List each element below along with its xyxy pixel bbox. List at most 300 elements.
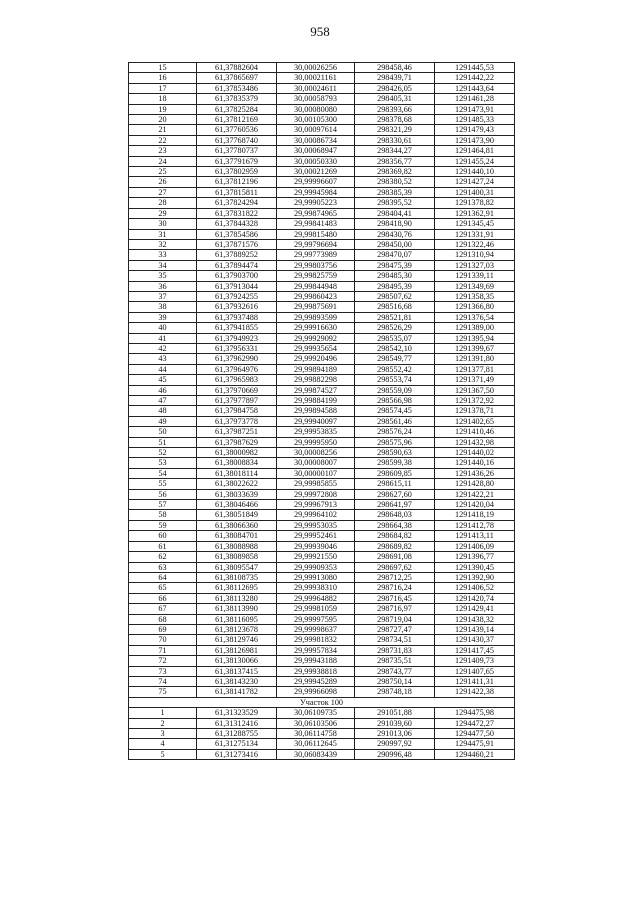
- table-cell: 291013,06: [355, 729, 435, 739]
- table-cell: 29,99981832: [277, 635, 355, 645]
- table-cell: 1294475,91: [435, 739, 515, 749]
- table-cell: 298378,68: [355, 115, 435, 125]
- table-cell: 298590,63: [355, 448, 435, 458]
- table-cell: 1291440,02: [435, 448, 515, 458]
- table-cell: 1291430,37: [435, 635, 515, 645]
- table-cell: 61,37962990: [197, 354, 277, 364]
- table-cell: 3: [129, 729, 197, 739]
- table-row: [129, 239, 515, 249]
- table-cell: 61,37987251: [197, 427, 277, 437]
- table-cell: 298716,97: [355, 604, 435, 614]
- table-cell: 43: [129, 354, 197, 364]
- coordinates-table: [128, 62, 515, 760]
- table-cell: 61,38033639: [197, 489, 277, 499]
- table-cell: 298430,76: [355, 229, 435, 239]
- table-cell: 61,37791679: [197, 156, 277, 166]
- table-cell: 46: [129, 385, 197, 395]
- table-cell: 298599,38: [355, 458, 435, 468]
- table-cell: 1291376,54: [435, 312, 515, 322]
- table-cell: 28: [129, 198, 197, 208]
- table-row: [129, 624, 515, 634]
- table-cell: 32: [129, 239, 197, 249]
- table-cell: 61,31288755: [197, 729, 277, 739]
- table-cell: 1291473,91: [435, 104, 515, 114]
- table-cell: 29,99875691: [277, 302, 355, 312]
- table-row: [129, 167, 515, 177]
- table-cell: 57: [129, 500, 197, 510]
- table-cell: 61,37913044: [197, 281, 277, 291]
- table-cell: 1291429,41: [435, 604, 515, 614]
- table-cell: 1291378,71: [435, 406, 515, 416]
- table-row: [129, 687, 515, 697]
- table-cell: 1291432,98: [435, 437, 515, 447]
- table-cell: 49: [129, 416, 197, 426]
- table-cell: 1291367,50: [435, 385, 515, 395]
- table-cell: 30,00097614: [277, 125, 355, 135]
- table-row: [129, 354, 515, 364]
- table-cell: 74: [129, 676, 197, 686]
- table-cell: 298450,00: [355, 239, 435, 249]
- table-cell: 61,37844328: [197, 219, 277, 229]
- table-cell: 298495,39: [355, 281, 435, 291]
- table-row: [129, 146, 515, 156]
- table-cell: 29,99952461: [277, 531, 355, 541]
- table-cell: 61,37835379: [197, 94, 277, 104]
- table-cell: 29,99996607: [277, 177, 355, 187]
- table-cell: 1291345,45: [435, 219, 515, 229]
- table-cell: 298475,39: [355, 260, 435, 270]
- table-cell: 61,37932616: [197, 302, 277, 312]
- table-row: [129, 489, 515, 499]
- table-cell: 61,31273416: [197, 749, 277, 759]
- table-cell: 61,37802959: [197, 167, 277, 177]
- table-cell: 298470,07: [355, 250, 435, 260]
- table-row: [129, 83, 515, 93]
- table-cell: 44: [129, 364, 197, 374]
- table-cell: 61,37812196: [197, 177, 277, 187]
- table-cell: 1291461,28: [435, 94, 515, 104]
- table-cell: 1291485,33: [435, 115, 515, 125]
- table-cell: 61,38018114: [197, 468, 277, 478]
- table-cell: 67: [129, 604, 197, 614]
- table-cell: 1291473,90: [435, 135, 515, 145]
- table-cell: 61: [129, 541, 197, 551]
- table-cell: 298743,77: [355, 666, 435, 676]
- table-cell: 30,00026256: [277, 63, 355, 73]
- table-cell: 61,38130066: [197, 656, 277, 666]
- table-cell: 29,99985855: [277, 479, 355, 489]
- table-cell: 1291406,52: [435, 583, 515, 593]
- table-cell: 298689,82: [355, 541, 435, 551]
- table-row: [129, 676, 515, 686]
- table-row: [129, 729, 515, 739]
- table-cell: 298734,51: [355, 635, 435, 645]
- table-cell: 298691,08: [355, 552, 435, 562]
- table-cell: 50: [129, 427, 197, 437]
- table-row: [129, 510, 515, 520]
- table-cell: 61,37894474: [197, 260, 277, 270]
- table-cell: 1291322,46: [435, 239, 515, 249]
- table-cell: 15: [129, 63, 197, 73]
- table-cell: 26: [129, 177, 197, 187]
- table-cell: 72: [129, 656, 197, 666]
- table-row: [129, 552, 515, 562]
- table-cell: 298559,09: [355, 385, 435, 395]
- table-row: [129, 125, 515, 135]
- table-cell: 61,38051849: [197, 510, 277, 520]
- table-cell: 1291438,32: [435, 614, 515, 624]
- table-cell: 1291442,22: [435, 73, 515, 83]
- section-label: Участок 100: [129, 697, 515, 707]
- table-cell: 1291390,45: [435, 562, 515, 572]
- table-row: [129, 583, 515, 593]
- table-cell: 53: [129, 458, 197, 468]
- table-cell: 29,99860423: [277, 291, 355, 301]
- table-cell: 24: [129, 156, 197, 166]
- table-cell: 65: [129, 583, 197, 593]
- table-cell: 34: [129, 260, 197, 270]
- table-cell: 1291418,19: [435, 510, 515, 520]
- table-cell: 29,99815480: [277, 229, 355, 239]
- table-cell: 298395,52: [355, 198, 435, 208]
- table-cell: 1291378,82: [435, 198, 515, 208]
- table-cell: 35: [129, 271, 197, 281]
- table-cell: 61,37977897: [197, 396, 277, 406]
- table-cell: 1291422,38: [435, 687, 515, 697]
- table-cell: 29,99995950: [277, 437, 355, 447]
- table-cell: 29: [129, 208, 197, 218]
- table-cell: 61,38129746: [197, 635, 277, 645]
- table-cell: 298405,31: [355, 94, 435, 104]
- table-cell: 298641,97: [355, 500, 435, 510]
- table-cell: 61,38022622: [197, 479, 277, 489]
- table-cell: 22: [129, 135, 197, 145]
- table-row: [129, 260, 515, 270]
- table-cell: 298549,77: [355, 354, 435, 364]
- table-row: [129, 156, 515, 166]
- table-cell: 1291410,46: [435, 427, 515, 437]
- table-cell: 61,37941855: [197, 323, 277, 333]
- table-row: [129, 343, 515, 353]
- table-cell: 298330,61: [355, 135, 435, 145]
- table-cell: 29,99964102: [277, 510, 355, 520]
- table-row: [129, 63, 515, 73]
- table-cell: 39: [129, 312, 197, 322]
- table-row: [129, 333, 515, 343]
- table-row: [129, 271, 515, 281]
- table-cell: 1291411,31: [435, 676, 515, 686]
- table-cell: 29,99981059: [277, 604, 355, 614]
- table-row: [129, 500, 515, 510]
- table-cell: 66: [129, 593, 197, 603]
- table-cell: 30,00021161: [277, 73, 355, 83]
- table-section-header: [129, 697, 515, 707]
- table-cell: 298684,82: [355, 531, 435, 541]
- table-cell: 1291362,91: [435, 208, 515, 218]
- table-cell: 298575,96: [355, 437, 435, 447]
- table-cell: 29,99894189: [277, 364, 355, 374]
- table-cell: 1294477,50: [435, 729, 515, 739]
- table-row: [129, 666, 515, 676]
- table-cell: 30,00086734: [277, 135, 355, 145]
- table-cell: 54: [129, 468, 197, 478]
- table-cell: 29,99939046: [277, 541, 355, 551]
- table-cell: 61,37853486: [197, 83, 277, 93]
- table-cell: 29,99957834: [277, 645, 355, 655]
- table-row: [129, 645, 515, 655]
- table-cell: 1291413,11: [435, 531, 515, 541]
- table-cell: 1291479,43: [435, 125, 515, 135]
- table-cell: 1291391,80: [435, 354, 515, 364]
- table-cell: 61,37956331: [197, 343, 277, 353]
- table-row: [129, 281, 515, 291]
- table-cell: 1294472,27: [435, 718, 515, 728]
- table-cell: 31: [129, 229, 197, 239]
- table-row: [129, 115, 515, 125]
- table-cell: 30: [129, 219, 197, 229]
- table-cell: 298648,03: [355, 510, 435, 520]
- table-row: [129, 416, 515, 426]
- table-cell: 298697,62: [355, 562, 435, 572]
- table-row: [129, 208, 515, 218]
- table-row: [129, 562, 515, 572]
- table-cell: 29,99874965: [277, 208, 355, 218]
- table-cell: 29,99938310: [277, 583, 355, 593]
- table-cell: 298439,71: [355, 73, 435, 83]
- table-cell: 298356,77: [355, 156, 435, 166]
- section-row: [129, 697, 515, 707]
- table-cell: 61,37865697: [197, 73, 277, 83]
- table-cell: 298712,25: [355, 572, 435, 582]
- table-cell: 59: [129, 520, 197, 530]
- table-cell: 29,99893599: [277, 312, 355, 322]
- table-cell: 298344,27: [355, 146, 435, 156]
- table-cell: 298553,74: [355, 375, 435, 385]
- table-cell: 298458,46: [355, 63, 435, 73]
- table-cell: 29,99964882: [277, 593, 355, 603]
- table-cell: 1291439,14: [435, 624, 515, 634]
- table-cell: 291039,60: [355, 718, 435, 728]
- table-cell: 298727,47: [355, 624, 435, 634]
- table-cell: 1291440,10: [435, 167, 515, 177]
- table-row: [129, 312, 515, 322]
- table-row: [129, 250, 515, 260]
- table-cell: 61,38066360: [197, 520, 277, 530]
- table-cell: 298393,66: [355, 104, 435, 114]
- table-cell: 61,37970669: [197, 385, 277, 395]
- table-cell: 29,99803756: [277, 260, 355, 270]
- table-cell: 60: [129, 531, 197, 541]
- table-cell: 1291417,45: [435, 645, 515, 655]
- table-row: [129, 291, 515, 301]
- table-cell: 1291400,31: [435, 187, 515, 197]
- table-row: [129, 614, 515, 624]
- table-cell: 29,99909353: [277, 562, 355, 572]
- table-cell: 298716,45: [355, 593, 435, 603]
- table-cell: 56: [129, 489, 197, 499]
- table-row: [129, 177, 515, 187]
- table-cell: 61,37871576: [197, 239, 277, 249]
- table-cell: 38: [129, 302, 197, 312]
- table-cell: 29,99882298: [277, 375, 355, 385]
- table-cell: 29,99921550: [277, 552, 355, 562]
- table-cell: 1291436,26: [435, 468, 515, 478]
- table-cell: 298748,18: [355, 687, 435, 697]
- table-cell: 298716,24: [355, 583, 435, 593]
- table-cell: 51: [129, 437, 197, 447]
- table-row: [129, 479, 515, 489]
- table-cell: 1291395,94: [435, 333, 515, 343]
- table-cell: 16: [129, 73, 197, 83]
- table-cell: 61,38088988: [197, 541, 277, 551]
- table-cell: 23: [129, 146, 197, 156]
- table-cell: 61,38089858: [197, 552, 277, 562]
- table-cell: 41: [129, 333, 197, 343]
- table-cell: 61,37987629: [197, 437, 277, 447]
- table-cell: 298542,10: [355, 343, 435, 353]
- table-row: [129, 104, 515, 114]
- table-cell: 47: [129, 396, 197, 406]
- table-cell: 298566,98: [355, 396, 435, 406]
- table-cell: 61,31312416: [197, 718, 277, 728]
- table-cell: 298385,39: [355, 187, 435, 197]
- table-cell: 25: [129, 167, 197, 177]
- table-row: [129, 541, 515, 551]
- table-cell: 1291371,49: [435, 375, 515, 385]
- table-cell: 1291377,81: [435, 364, 515, 374]
- table-cell: 1294475,98: [435, 708, 515, 718]
- table-body-part1: [129, 63, 515, 698]
- table-row: [129, 437, 515, 447]
- table-cell: 29,99997595: [277, 614, 355, 624]
- table-cell: 61,37812169: [197, 115, 277, 125]
- table-cell: 30,06103506: [277, 718, 355, 728]
- table-cell: 61,37831822: [197, 208, 277, 218]
- table-row: [129, 718, 515, 728]
- table-cell: 1291464,81: [435, 146, 515, 156]
- table-cell: 37: [129, 291, 197, 301]
- table-row: [129, 458, 515, 468]
- table-cell: 290997,92: [355, 739, 435, 749]
- table-cell: 45: [129, 375, 197, 385]
- table-cell: 298426,05: [355, 83, 435, 93]
- table-cell: 29,99945984: [277, 187, 355, 197]
- table-cell: 61,38113990: [197, 604, 277, 614]
- table-cell: 1291443,64: [435, 83, 515, 93]
- table-cell: 298576,24: [355, 427, 435, 437]
- table-cell: 29,99940097: [277, 416, 355, 426]
- table-cell: 62: [129, 552, 197, 562]
- table-cell: 298735,51: [355, 656, 435, 666]
- table-cell: 21: [129, 125, 197, 135]
- table-cell: 1291339,11: [435, 271, 515, 281]
- table-cell: 29,99874527: [277, 385, 355, 395]
- table-cell: 298404,41: [355, 208, 435, 218]
- table-cell: 298664,38: [355, 520, 435, 530]
- table-cell: 30,00058793: [277, 94, 355, 104]
- table-cell: 63: [129, 562, 197, 572]
- table-cell: 298369,82: [355, 167, 435, 177]
- table-cell: 30,06114758: [277, 729, 355, 739]
- table-row: [129, 302, 515, 312]
- table-cell: 2: [129, 718, 197, 728]
- table-cell: 29,99943188: [277, 656, 355, 666]
- table-cell: 1291440,16: [435, 458, 515, 468]
- table-cell: 20: [129, 115, 197, 125]
- table-row: [129, 427, 515, 437]
- table-cell: 30,06112645: [277, 739, 355, 749]
- table-cell: 61,38137415: [197, 666, 277, 676]
- table-cell: 30,00024611: [277, 83, 355, 93]
- table-cell: 71: [129, 645, 197, 655]
- table-cell: 61,38000982: [197, 448, 277, 458]
- table-cell: 1291406,09: [435, 541, 515, 551]
- table-cell: 29,99966098: [277, 687, 355, 697]
- table-cell: 55: [129, 479, 197, 489]
- table-row: [129, 135, 515, 145]
- table-cell: 1291407,65: [435, 666, 515, 676]
- table-cell: 298615,11: [355, 479, 435, 489]
- table-row: [129, 323, 515, 333]
- table-row: [129, 448, 515, 458]
- table-cell: 29,99972808: [277, 489, 355, 499]
- table-cell: 1291327,03: [435, 260, 515, 270]
- table-cell: 29,99938818: [277, 666, 355, 676]
- table-cell: 61,37780737: [197, 146, 277, 156]
- table-row: [129, 749, 515, 759]
- table-cell: 17: [129, 83, 197, 93]
- table-cell: 1291372,92: [435, 396, 515, 406]
- table-cell: 30,00021269: [277, 167, 355, 177]
- table-cell: 61,38112695: [197, 583, 277, 593]
- table-cell: 1291331,91: [435, 229, 515, 239]
- table-cell: 298719,04: [355, 614, 435, 624]
- table-row: [129, 396, 515, 406]
- table-cell: 30,00000107: [277, 468, 355, 478]
- table-cell: 48: [129, 406, 197, 416]
- table-cell: 1291422,21: [435, 489, 515, 499]
- table-cell: 298750,14: [355, 676, 435, 686]
- table-cell: 1291389,00: [435, 323, 515, 333]
- table-row: [129, 708, 515, 718]
- table-cell: 1294460,21: [435, 749, 515, 759]
- table-cell: 61,37889252: [197, 250, 277, 260]
- table-cell: 30,00068947: [277, 146, 355, 156]
- table-cell: 61,37924255: [197, 291, 277, 301]
- table-cell: 1291455,24: [435, 156, 515, 166]
- table-cell: 298526,29: [355, 323, 435, 333]
- table-cell: 4: [129, 739, 197, 749]
- table-row: [129, 604, 515, 614]
- table-cell: 27: [129, 187, 197, 197]
- table-row: [129, 375, 515, 385]
- table-cell: 29,99825759: [277, 271, 355, 281]
- table-row: [129, 739, 515, 749]
- table-cell: 70: [129, 635, 197, 645]
- table-cell: 33: [129, 250, 197, 260]
- table-cell: 29,99773989: [277, 250, 355, 260]
- table-cell: 61,37825284: [197, 104, 277, 114]
- table-cell: 61,37949923: [197, 333, 277, 343]
- table-row: [129, 635, 515, 645]
- table-cell: 30,00080080: [277, 104, 355, 114]
- table-cell: 61,31323529: [197, 708, 277, 718]
- table-cell: 1291392,90: [435, 572, 515, 582]
- table-cell: 298321,29: [355, 125, 435, 135]
- table-cell: 61,37964976: [197, 364, 277, 374]
- table-cell: 18: [129, 94, 197, 104]
- table-cell: 30,06109735: [277, 708, 355, 718]
